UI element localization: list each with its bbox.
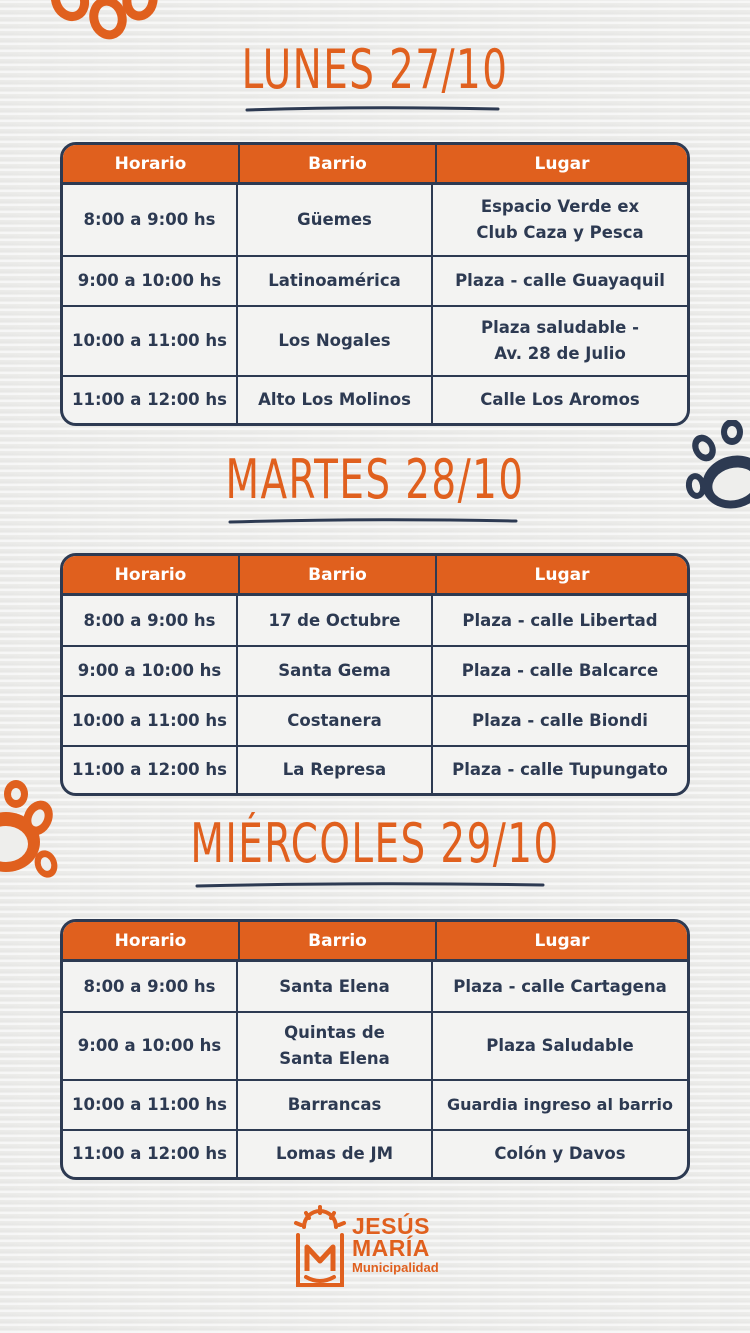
cell-lugar: Calle Los Aromos [480,390,640,409]
table-row [63,697,687,747]
table-row [63,596,687,647]
header-barrio: Barrio [240,556,437,593]
cell-barrio: Los Nogales [238,307,433,375]
cell-horario: 11:00 a 12:00 hs [63,747,238,793]
cell-barrio: Santa Elena [238,962,433,1011]
table-row [63,747,687,793]
logo-line3: Municipalidad [352,1260,439,1275]
header-horario: Horario [63,556,240,593]
cell-lugar: Plaza - calle Cartagena [453,976,667,996]
cell-horario: 8:00 a 9:00 hs [63,962,238,1011]
cell-lugar: Espacio Verde ex Club Caza y Pesca [476,197,644,242]
cell-barrio: La Represa [238,747,433,793]
title-underline [228,516,518,526]
cell-lugar: Plaza saludable - Av. 28 de Julio [481,318,639,363]
cell-barrio: Alto Los Molinos [238,377,433,423]
cell-barrio: Santa Gema [238,647,433,695]
cell-lugar: Plaza - calle Libertad [462,610,658,630]
table-row [63,962,687,1013]
title-underline [245,104,500,114]
table-header [63,556,687,596]
table-row [63,185,687,257]
table-header [63,145,687,185]
cell-lugar: Plaza - calle Guayaquil [455,271,665,290]
table-header [63,922,687,962]
cell-horario: 11:00 a 12:00 hs [63,1131,238,1177]
cell-horario: 10:00 a 11:00 hs [63,1081,238,1129]
paw-print-icon [0,780,60,900]
cell-lugar: Plaza - calle Tupungato [452,760,668,779]
cell-barrio: Lomas de JM [238,1131,433,1177]
header-horario: Horario [63,922,240,959]
table-row [63,1013,687,1081]
table-row [63,377,687,423]
sun-m-logo-icon [290,1205,350,1297]
cell-barrio: Barrancas [238,1081,433,1129]
cell-lugar: Guardia ingreso al barrio [446,1095,674,1114]
cell-horario: 9:00 a 10:00 hs [63,1013,238,1079]
table-row [63,1081,687,1131]
cell-barrio: Quintas de Santa Elena [238,1013,433,1079]
table-row [63,647,687,697]
header-horario: Horario [63,145,240,182]
title-underline [195,880,545,890]
logo-line2: MARÍA [352,1235,430,1261]
header-lugar: Lugar [534,153,590,174]
cell-horario: 11:00 a 12:00 hs [63,377,238,423]
cell-lugar: Colón y Davos [494,1144,626,1163]
paw-print-icon [682,420,750,530]
cell-horario: 10:00 a 11:00 hs [63,307,238,375]
municipality-logo [290,1205,470,1297]
table-row [63,1131,687,1177]
cell-horario: 9:00 a 10:00 hs [63,257,238,305]
header-lugar: Lugar [534,564,590,585]
schedule-table [60,919,690,1180]
cell-horario: 8:00 a 9:00 hs [63,185,238,255]
cell-horario: 8:00 a 9:00 hs [63,596,238,645]
table-row [63,307,687,377]
day-title: MIÉRCOLES 29/10 [190,812,560,875]
header-barrio: Barrio [240,145,437,182]
schedule-table [60,142,690,426]
header-lugar: Lugar [534,930,590,951]
cell-lugar: Plaza - calle Biondi [472,711,648,730]
cell-lugar: Plaza Saludable [486,1036,634,1055]
cell-barrio: 17 de Octubre [238,596,433,645]
header-barrio: Barrio [240,922,437,959]
schedule-table [60,553,690,796]
cell-horario: 10:00 a 11:00 hs [63,697,238,745]
day-title: LUNES 27/10 [241,38,509,101]
cell-lugar: Plaza - calle Balcarce [461,661,659,680]
cell-barrio: Güemes [238,185,433,255]
cell-barrio: Costanera [238,697,433,745]
day-title: MARTES 28/10 [225,448,525,511]
logo-line1: JESÚS [352,1213,430,1239]
table-row [63,257,687,307]
cell-horario: 9:00 a 10:00 hs [63,647,238,695]
cell-barrio: Latinoamérica [238,257,433,305]
